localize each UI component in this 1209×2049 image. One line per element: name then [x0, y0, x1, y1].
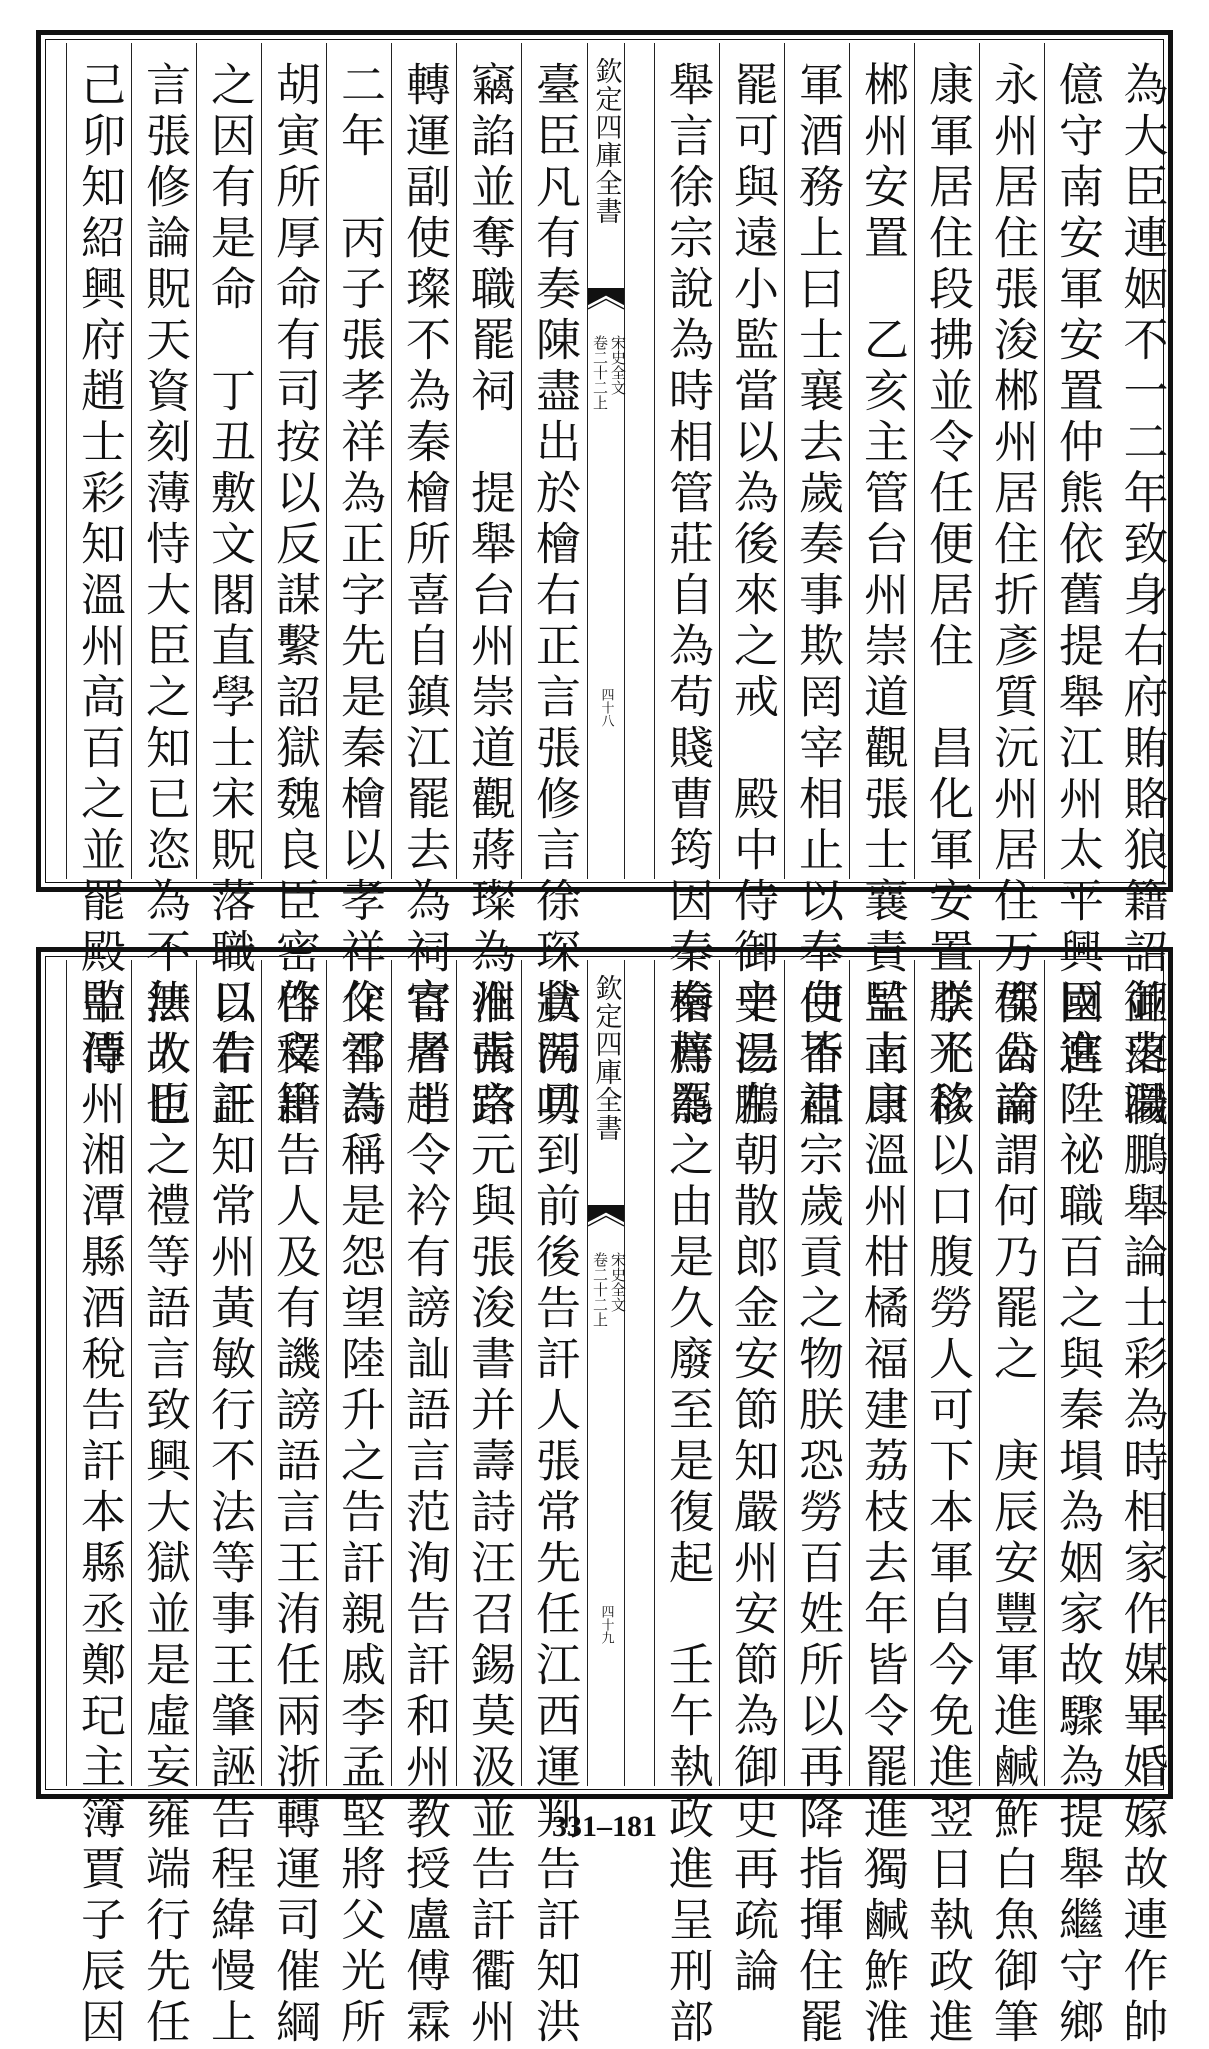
text-column	[521, 960, 586, 2049]
book-title: 宋史全文	[609, 1252, 627, 1312]
text-column	[326, 43, 391, 1132]
leaf-number: 四十八	[598, 688, 614, 727]
text-column	[326, 960, 391, 2049]
text-column	[66, 960, 131, 2049]
text-column	[196, 43, 261, 1132]
text-column	[654, 43, 719, 1132]
text-column	[131, 960, 196, 2049]
text-column	[196, 960, 261, 2049]
column-text: 朕不欲以口腹勞人可下本軍自今免進翌日執政進	[921, 978, 974, 2049]
column-text: 寄居趙令衿有謗訕語言范洵告訐和州教授盧傅霖	[398, 978, 451, 2049]
column-text: 舉言徐宗說為時相管莊自為苟賤曹筠因秦檜薦為	[661, 61, 714, 1132]
column-text: 言張修論貺天資刻薄恃大臣之知已恣為不法故也	[138, 61, 191, 1132]
page-reference: 331–181	[552, 1810, 657, 1843]
text-column	[391, 43, 456, 1132]
column-text: 秦梓罷之由是久廢至是復起 壬午執政進呈刑部	[661, 978, 714, 2049]
top-page	[36, 30, 1173, 1132]
text-column	[979, 43, 1044, 1132]
text-column	[719, 960, 784, 1998]
column-text: 州張宗元與張浚書并壽詩汪召錫莫汲並告訐衢州	[463, 978, 516, 2049]
fish-tail-mark-icon	[588, 287, 624, 327]
column-text: 狀開具到前後告訐人張常先任江西運判告訐知洪	[528, 978, 581, 2049]
column-text: 之因有是命 丁丑敷文閣直學士宋貺落職以右正	[203, 61, 256, 1132]
text-column	[66, 43, 131, 1081]
text-column	[914, 960, 979, 2049]
center-margin	[587, 43, 625, 879]
collection-title: 欽定四庫全書	[590, 974, 622, 1142]
volume-label: 卷二十二上	[591, 1252, 609, 1327]
column-text: 辛巳左朝散郎金安節知嚴州安節為御史再疏論	[726, 978, 779, 1998]
text-column	[456, 43, 521, 1132]
text-column	[719, 43, 784, 1132]
column-text: 轉運副使璨不為秦檜所喜自鎮江罷去為祠官者十	[398, 61, 451, 1132]
center-margin	[587, 960, 625, 1786]
column-text: 作文籍告人及有譏謗語言王洧任兩浙轉運司催綱	[268, 978, 321, 2049]
volume-label: 卷二十二上	[591, 335, 609, 410]
text-column	[521, 43, 586, 1132]
column-text: 郴州安置 乙亥主管台州崇道觀張士襄責監南康	[856, 61, 909, 1132]
column-text: 億守南安軍安置仲熊依舊提舉江州太平興國宮	[1051, 61, 1104, 1081]
column-text: 己卯知紹興府趙士彩知溫州高百之並罷殿中侍	[73, 61, 126, 1081]
text-column	[131, 43, 196, 1132]
column-text: 胡寅所厚命有司按以反謀繫詔獄魏良臣密啓釋出	[268, 61, 321, 1132]
text-column	[1044, 960, 1109, 2049]
column-text: 為大臣連姻不一二年致身右府賄賂狼籍詔並落職	[1115, 61, 1169, 1132]
column-text: 無人臣之禮等語言致興大獄並是虛妄雍端行先任	[138, 978, 191, 2049]
column-text: 作雪詩稱是怨望陸升之告訐親戚李孟堅將父光所	[333, 978, 386, 2049]
text-column	[261, 960, 326, 2049]
fish-tail-mark-icon	[588, 1204, 624, 1244]
column-text: 臺臣凡有奏陳盡出於檜右正言張修言徐琛貪污叨	[528, 61, 581, 1132]
leaf-number: 四十九	[598, 1605, 614, 1644]
text-column	[784, 960, 849, 2049]
text-column	[849, 43, 914, 1132]
column-text: 御史湯鵬舉論士彩為時相家作媒畢婚嫁故連作帥	[1115, 978, 1169, 2049]
book-title: 宋史全文	[609, 335, 627, 395]
column-text: 郡公論謂何乃罷之 庚辰安豐軍進鹹鮓白魚御筆	[986, 978, 1039, 2049]
text-column	[784, 43, 849, 1132]
column-text: 二年 丙子張孝祥為正字先是秦檜以孝祥父祁為	[333, 61, 386, 1132]
text-column	[849, 960, 914, 2049]
column-text: 竊諂並奪職罷祠 提舉台州崇道觀蔣璨為淮南路	[463, 61, 516, 1132]
text-column	[914, 43, 979, 1132]
text-column	[1109, 43, 1174, 1132]
column-text: 臣進陞祕職百之與秦塤為姻家故驟為提舉繼守鄉	[1051, 978, 1104, 2049]
text-column	[456, 960, 521, 2049]
column-text: 永州居住張浚郴州居住折彥質沅州居住万俟卨南	[986, 61, 1039, 1132]
text-column	[979, 960, 1044, 2049]
column-text: 罷可與遠小監當以為後來之戒 殿中侍御史湯鵬	[726, 61, 779, 1132]
text-column	[391, 960, 456, 2049]
text-column	[1044, 43, 1109, 1081]
column-text: 監潭州湘潭縣酒稅告訐本縣丞鄭玘主簿賈子辰因	[73, 978, 126, 2049]
collection-title: 欽定四庫全書	[590, 57, 622, 225]
column-text: 白皆祖宗歲貢之物朕恐勞百姓所以再降指揮住罷	[791, 978, 844, 2049]
column-text: 日告訐知常州黃敏行不法等事王肇誣告程緯慢上	[203, 978, 256, 2049]
column-text: 康軍居住段拂並令任便居住 昌化軍安置李光移	[921, 61, 974, 1132]
text-column	[1109, 960, 1174, 2049]
text-column	[261, 43, 326, 1132]
column-text: 呈上曰溫州柑橘福建荔枝去年皆令罷進獨鹹鮓淮	[856, 978, 909, 2049]
text-column	[654, 960, 719, 2049]
column-text: 軍酒務上曰士襄去歲奏事欺罔宰相止以奉使不肅	[791, 61, 844, 1132]
